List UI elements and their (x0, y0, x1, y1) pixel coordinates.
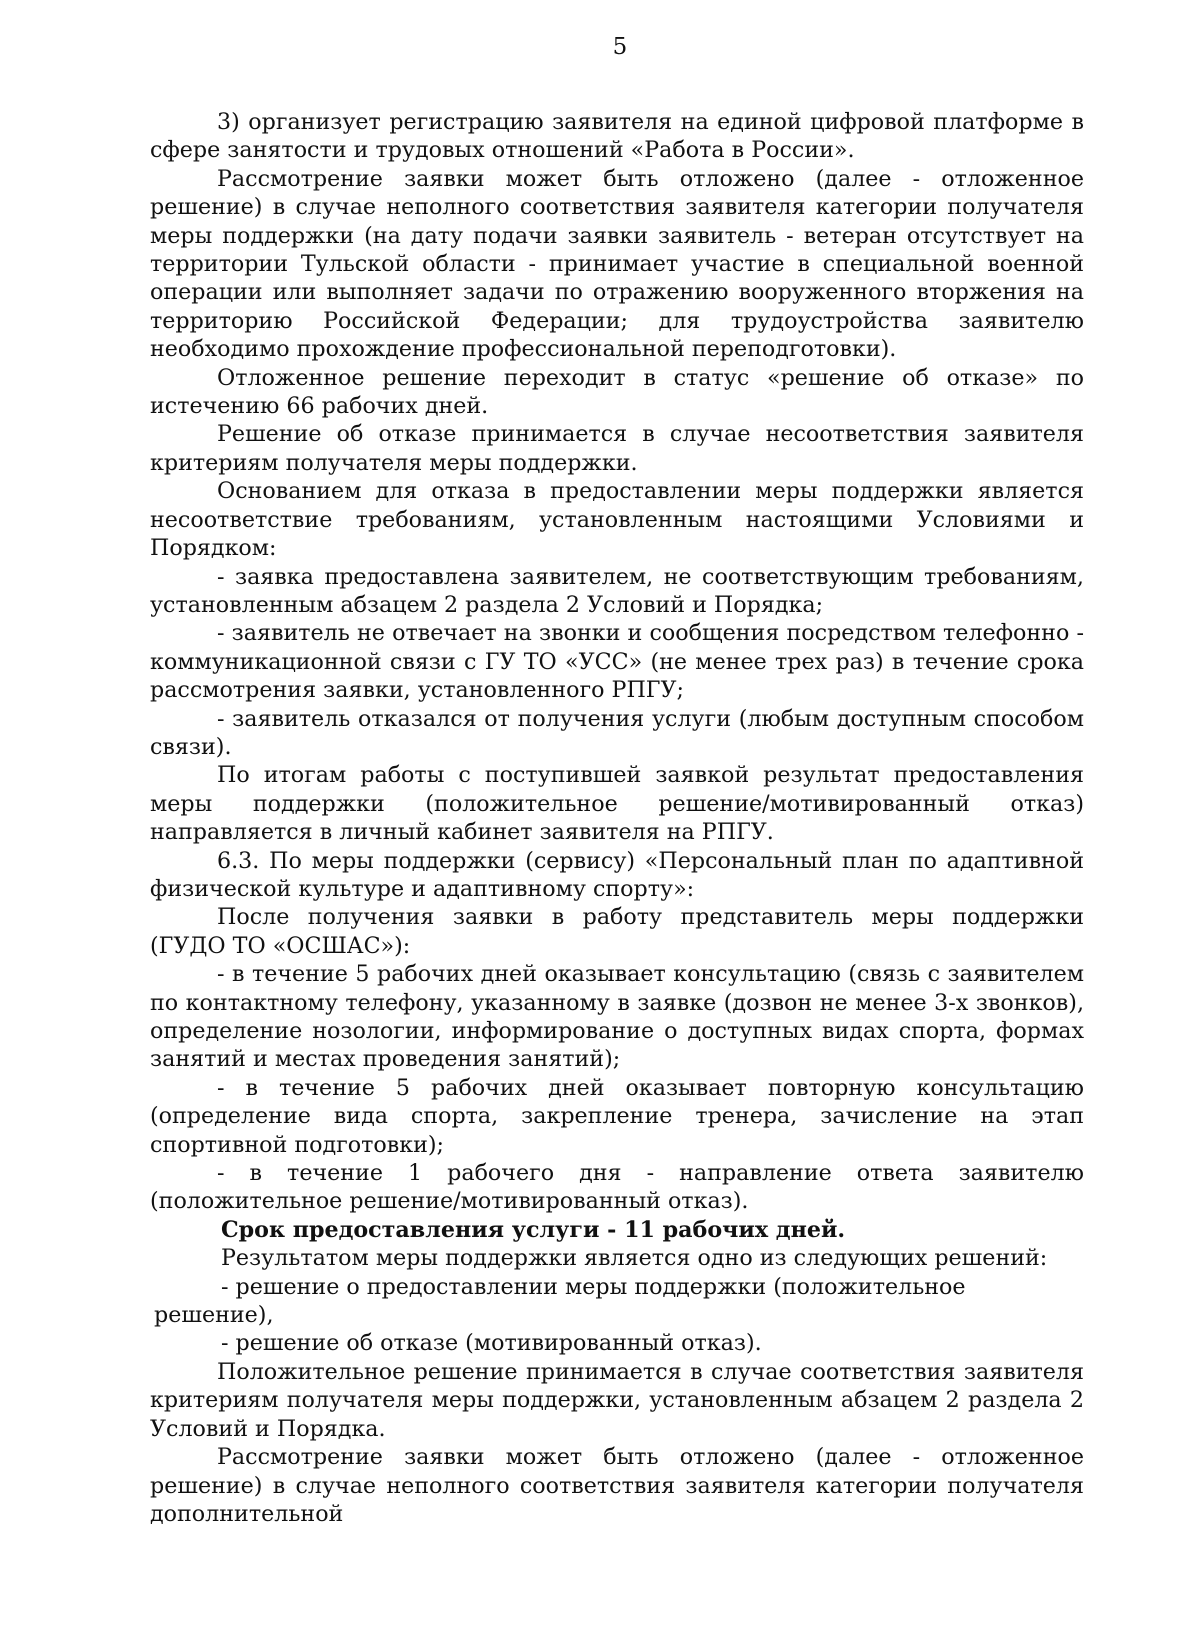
paragraph-deferred-decision: Рассмотрение заявки может быть отложено (далее - отложенное решение) в случае неполного соответствия заявителя категории получателя меры поддержки (на дату подачи заявки заявитель - ветеран отсутствует на территории Тульской области - принимает участие в специальной военной операции или выполняет задачи по отражению вооруженного вторжения на территорию Российской Федерации; для трудоустройства заявителю необходимо прохождение профессиональной переподготовки). (150, 165, 1084, 363)
service-term-heading (150, 1216, 1084, 1244)
list-item-refusal-1: - заявка предоставлена заявителем, не соответствующим требованиям, установленным абзацем 2 раздела 2 Условий и Порядка; (150, 563, 1084, 618)
list-item-step-1: - в течение 5 рабочих дней оказывает консультацию (связь с заявителем по контактному телефону, указанному в заявке (дозвон не менее 3-х звонков), определение нозологии, информирование о доступных видах спорта, формах занятий и местах проведения занятий); (150, 961, 1084, 1073)
list-item-result-positive (150, 1273, 1084, 1330)
list-item-result-refusal (150, 1329, 1084, 1357)
paragraph-registration: 3) организует регистрацию заявителя на единой цифровой платформе в сфере занятости и трудовых отношений «Работа в России». (150, 109, 1084, 164)
paragraph-result-delivery: По итогам работы с поступившей заявкой результат предоставления меры поддержки (положительное решение/мотивированный отказ) направляется в личный кабинет заявителя на РПГУ. (150, 762, 1084, 846)
paragraph-refusal-grounds: Основанием для отказа в предоставлении меры поддержки является несоответствие требованиям, установленным настоящими Условиями и Порядком: (150, 478, 1084, 562)
service-term-text: Срок предоставления услуги - 11 рабочих дней. (221, 1216, 846, 1243)
paragraph-positive-decision: Положительное решение принимается в случае соответствия заявителя критериям получателя меры поддержки, установленным абзацем 2 раздела 2 Условий и Порядка. (150, 1358, 1084, 1442)
paragraph-section-6-3: 6.3. По меры поддержки (сервису) «Персональный план по адаптивной физической культуре и адаптивному спорту»: (150, 847, 1084, 902)
list-item-refusal-2: - заявитель не отвечает на звонки и сообщения посредством телефонно - коммуникационной связи с ГУ ТО «УСС» (не менее трех раз) в течение срока рассмотрения заявки, установленного РПГУ; (150, 620, 1084, 704)
list-item-refusal-3: - заявитель отказался от получения услуги (любым доступным способом связи). (150, 705, 1084, 760)
list-item-step-2: - в течение 5 рабочих дней оказывает повторную консультацию (определение вида спорта, закрепление тренера, зачисление на этап спортивной подготовки); (150, 1074, 1084, 1158)
result-refusal-text: - решение об отказе (мотивированный отказ). (221, 1330, 762, 1357)
page-number: 5 (612, 34, 628, 60)
document-body (150, 108, 1084, 1528)
paragraph-result-options (150, 1244, 1084, 1272)
paragraph-deferred-status: Отложенное решение переходит в статус «решение об отказе» по истечению 66 рабочих дней. (150, 364, 1084, 420)
result-options-text: Результатом меры поддержки является одно из следующих решений: (221, 1245, 1048, 1272)
paragraph-refusal-decision: Решение об отказе принимается в случае несоответствия заявителя критериям получателя меры поддержки. (150, 421, 1084, 476)
result-positive-text: - решение о предоставлении меры поддержки (положительное решение), (154, 1273, 966, 1329)
paragraph-after-receipt: После получения заявки в работу представитель меры поддержки (ГУДО ТО «ОСШАС»): (150, 904, 1084, 959)
list-item-step-3: - в течение 1 рабочего дня - направление ответа заявителю (положительное решение/мотивированный отказ). (150, 1160, 1084, 1215)
paragraph-deferred-decision-2: Рассмотрение заявки может быть отложено (далее - отложенное решение) в случае неполного соответствия заявителя категории получателя дополнительной (150, 1444, 1084, 1527)
